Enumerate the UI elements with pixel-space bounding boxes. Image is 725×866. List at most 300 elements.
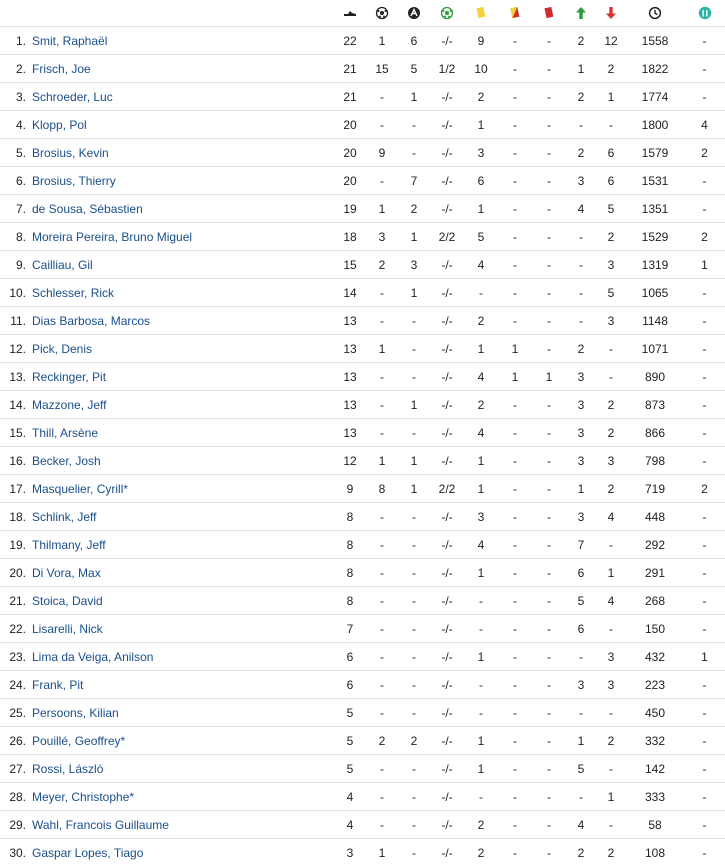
player-name-cell <box>32 839 334 866</box>
minutes-cell: 866 <box>626 419 684 447</box>
subbed-out-cell: - <box>596 363 626 391</box>
games-cell: 8 <box>334 531 366 559</box>
red-cards-cell: - <box>532 335 566 363</box>
yellow-cards-cell: - <box>464 783 498 811</box>
rank-cell: 19. <box>0 531 32 559</box>
rank-cell: 26. <box>0 727 32 755</box>
penalties-cell: -/- <box>430 671 464 699</box>
player-name-link[interactable]: Schlink, Jeff <box>32 510 96 524</box>
yellow-red-cards-cell: 1 <box>498 335 532 363</box>
player-name-link[interactable]: Mazzone, Jeff <box>32 398 106 412</box>
starting-eleven-icon <box>698 6 712 20</box>
starting-eleven-cell: - <box>684 727 725 755</box>
minutes-cell: 1531 <box>626 167 684 195</box>
red-cards-cell: - <box>532 251 566 279</box>
minutes-cell: 1529 <box>626 223 684 251</box>
starting-eleven-cell: 1 <box>684 643 725 671</box>
penalties-column-header[interactable] <box>430 0 464 27</box>
yellow-cards-cell: 1 <box>464 643 498 671</box>
subbed-in-cell: 1 <box>566 55 596 83</box>
subbed-out-cell: 4 <box>596 503 626 531</box>
yellow-red-cards-cell: - <box>498 783 532 811</box>
rank-cell: 13. <box>0 363 32 391</box>
player-name-link[interactable]: Becker, Josh <box>32 454 101 468</box>
subbed-out-cell: 2 <box>596 727 626 755</box>
rank-cell: 18. <box>0 503 32 531</box>
yellow-red-cards-cell: - <box>498 839 532 866</box>
games-column-header[interactable] <box>334 0 366 27</box>
goal-ball-icon <box>375 6 389 20</box>
subbed-in-cell: 4 <box>566 195 596 223</box>
subbed-out-cell: 3 <box>596 447 626 475</box>
rank-cell: 17. <box>0 475 32 503</box>
yellow-red-cards-cell: 1 <box>498 363 532 391</box>
assists-cell: 2 <box>398 727 430 755</box>
yellow-cards-cell: - <box>464 615 498 643</box>
table-row <box>0 699 725 727</box>
yellow-cards-cell: 1 <box>464 111 498 139</box>
yellow-red-cards-cell: - <box>498 223 532 251</box>
rank-cell: 23. <box>0 643 32 671</box>
player-name-cell <box>32 811 334 839</box>
player-name-link[interactable]: Dias Barbosa, Marcos <box>32 314 150 328</box>
red-cards-cell: - <box>532 279 566 307</box>
rank-cell: 3. <box>0 83 32 111</box>
games-cell: 6 <box>334 643 366 671</box>
goals-cell: - <box>366 279 398 307</box>
rank-cell: 1. <box>0 27 32 55</box>
goals-cell: - <box>366 699 398 727</box>
yellow-cards-cell: 2 <box>464 811 498 839</box>
table-header <box>0 0 725 27</box>
goals-cell: 9 <box>366 139 398 167</box>
table-row <box>0 447 725 475</box>
games-cell: 4 <box>334 811 366 839</box>
goals-cell: - <box>366 391 398 419</box>
yellow-red-cards-cell: - <box>498 195 532 223</box>
games-cell: 21 <box>334 83 366 111</box>
yellow-cards-cell: 1 <box>464 475 498 503</box>
player-name-link[interactable]: Reckinger, Pit <box>32 370 106 384</box>
subbed-out-cell: 2 <box>596 391 626 419</box>
minutes-cell: 1774 <box>626 83 684 111</box>
table-row <box>0 811 725 839</box>
starting-eleven-cell: - <box>684 699 725 727</box>
yellow-red-cards-cell: - <box>498 447 532 475</box>
games-cell: 20 <box>334 111 366 139</box>
rank-cell: 10. <box>0 279 32 307</box>
minutes-cell: 890 <box>626 363 684 391</box>
starting-eleven-cell: - <box>684 27 725 55</box>
goals-cell: - <box>366 167 398 195</box>
red-cards-column-header[interactable] <box>532 0 566 27</box>
table-row <box>0 167 725 195</box>
minutes-cell: 450 <box>626 699 684 727</box>
subbed-out-cell: - <box>596 699 626 727</box>
player-name-link[interactable]: Meyer, Christophe* <box>32 790 134 804</box>
yellow-red-cards-cell: - <box>498 531 532 559</box>
subbed-out-cell: 2 <box>596 223 626 251</box>
rank-cell: 16. <box>0 447 32 475</box>
rank-cell: 29. <box>0 811 32 839</box>
player-name-cell <box>32 223 334 251</box>
yellow-cards-cell: 2 <box>464 307 498 335</box>
starting-eleven-cell: - <box>684 391 725 419</box>
games-cell: 13 <box>334 335 366 363</box>
assists-cell: 1 <box>398 83 430 111</box>
yellow-red-cards-cell: - <box>498 307 532 335</box>
yellow-cards-cell: 4 <box>464 251 498 279</box>
player-name-link[interactable]: Lisarelli, Nick <box>32 622 103 636</box>
arrow-down-icon <box>604 6 618 20</box>
subbed-out-cell: 2 <box>596 419 626 447</box>
games-cell: 18 <box>334 223 366 251</box>
minutes-cell: 223 <box>626 671 684 699</box>
minutes-cell: 1319 <box>626 251 684 279</box>
player-name-cell <box>32 195 334 223</box>
player-name-link[interactable]: Klopp, Pol <box>32 118 87 132</box>
games-cell: 7 <box>334 615 366 643</box>
yellow-cards-cell: 2 <box>464 839 498 866</box>
player-name-link[interactable]: Cailliau, Gil <box>32 258 93 272</box>
starting-eleven-cell: - <box>684 363 725 391</box>
player-name-link[interactable]: Wahl, Francois Guillaume <box>32 818 169 832</box>
goals-cell: - <box>366 755 398 783</box>
red-cards-cell: - <box>532 811 566 839</box>
games-cell: 22 <box>334 27 366 55</box>
yellow-red-cards-cell: - <box>498 615 532 643</box>
yellow-cards-cell: 9 <box>464 27 498 55</box>
subbed-in-cell: 3 <box>566 391 596 419</box>
yellow-red-cards-cell: - <box>498 699 532 727</box>
yellow-red-cards-cell: - <box>498 643 532 671</box>
player-name-link[interactable]: Smit, Raphaël <box>32 34 107 48</box>
subbed-in-column-header[interactable] <box>566 0 596 27</box>
yellow-cards-cell: 5 <box>464 223 498 251</box>
player-name-cell <box>32 559 334 587</box>
subbed-in-cell: 3 <box>566 419 596 447</box>
assists-cell: - <box>398 363 430 391</box>
assists-cell: - <box>398 139 430 167</box>
subbed-out-cell: 3 <box>596 251 626 279</box>
player-name-link[interactable]: Stoica, David <box>32 594 103 608</box>
rank-cell: 22. <box>0 615 32 643</box>
goals-cell: 2 <box>366 727 398 755</box>
goals-cell: 2 <box>366 251 398 279</box>
subbed-out-cell: - <box>596 335 626 363</box>
assists-cell: - <box>398 643 430 671</box>
yellow-red-cards-cell: - <box>498 503 532 531</box>
goals-cell: - <box>366 531 398 559</box>
player-name-cell <box>32 83 334 111</box>
assists-cell: 1 <box>398 447 430 475</box>
subbed-out-cell: 5 <box>596 195 626 223</box>
player-name-link[interactable]: Gaspar Lopes, Tiago <box>32 846 143 860</box>
minutes-cell: 332 <box>626 727 684 755</box>
table-row <box>0 27 725 55</box>
subbed-out-cell: 1 <box>596 83 626 111</box>
rank-cell: 24. <box>0 671 32 699</box>
subbed-in-cell: 3 <box>566 503 596 531</box>
yellow-red-cards-cell: - <box>498 167 532 195</box>
player-name-cell <box>32 363 334 391</box>
assists-cell: - <box>398 783 430 811</box>
player-name-link[interactable]: Pick, Denis <box>32 342 92 356</box>
starting-eleven-cell: - <box>684 615 725 643</box>
goals-cell: 1 <box>366 195 398 223</box>
games-cell: 13 <box>334 363 366 391</box>
minutes-column-header[interactable] <box>626 0 684 27</box>
player-name-link[interactable]: Pouillé, Geoffrey* <box>32 734 125 748</box>
penalties-cell: -/- <box>430 811 464 839</box>
yellow-red-card-icon <box>508 6 522 20</box>
table-body <box>0 27 725 866</box>
yellow-cards-cell: - <box>464 699 498 727</box>
player-name-cell <box>32 167 334 195</box>
goals-cell: 1 <box>366 447 398 475</box>
player-name-link[interactable]: Masquelier, Cyrill* <box>32 482 128 496</box>
table-row <box>0 755 725 783</box>
subbed-in-cell: 2 <box>566 139 596 167</box>
player-name-link[interactable]: Thilmany, Jeff <box>32 538 106 552</box>
player-name-link[interactable]: Frank, Pit <box>32 678 83 692</box>
yellow-cards-cell: - <box>464 587 498 615</box>
goals-cell: 1 <box>366 839 398 866</box>
yellow-red-cards-cell: - <box>498 83 532 111</box>
assists-cell: - <box>398 811 430 839</box>
table-row <box>0 223 725 251</box>
player-name-link[interactable]: Lima da Veiga, Anilson <box>32 650 153 664</box>
penalties-cell: -/- <box>430 363 464 391</box>
subbed-in-cell: 3 <box>566 167 596 195</box>
subbed-out-cell: 1 <box>596 559 626 587</box>
clock-icon <box>648 6 662 20</box>
rank-header <box>0 0 32 27</box>
penalties-cell: -/- <box>430 531 464 559</box>
rank-cell: 14. <box>0 391 32 419</box>
starting-eleven-cell: - <box>684 447 725 475</box>
player-name-cell <box>32 391 334 419</box>
red-cards-cell: - <box>532 475 566 503</box>
subbed-out-cell: - <box>596 811 626 839</box>
minutes-cell: 108 <box>626 839 684 866</box>
goals-column-header[interactable] <box>366 0 398 27</box>
rank-cell: 11. <box>0 307 32 335</box>
games-cell: 20 <box>334 167 366 195</box>
yellow-cards-cell: 4 <box>464 419 498 447</box>
yellow-cards-cell: 1 <box>464 755 498 783</box>
arrow-up-icon <box>574 6 588 20</box>
player-name-cell <box>32 699 334 727</box>
red-cards-cell: - <box>532 167 566 195</box>
table-row <box>0 111 725 139</box>
rank-cell: 4. <box>0 111 32 139</box>
subbed-out-cell: 12 <box>596 27 626 55</box>
penalties-cell: -/- <box>430 335 464 363</box>
rank-cell: 25. <box>0 699 32 727</box>
yellow-red-cards-column-header[interactable] <box>498 0 532 27</box>
assists-cell: - <box>398 531 430 559</box>
starting-eleven-cell: - <box>684 279 725 307</box>
player-name-cell <box>32 531 334 559</box>
games-cell: 8 <box>334 587 366 615</box>
player-name-link[interactable]: Brosius, Kevin <box>32 146 109 160</box>
games-cell: 14 <box>334 279 366 307</box>
goals-cell: 3 <box>366 223 398 251</box>
starting-eleven-cell: - <box>684 783 725 811</box>
starting-eleven-column-header[interactable] <box>684 0 725 27</box>
table-row <box>0 671 725 699</box>
boot-icon <box>343 6 357 20</box>
red-cards-cell: - <box>532 727 566 755</box>
penalties-cell: -/- <box>430 727 464 755</box>
rank-cell: 20. <box>0 559 32 587</box>
minutes-cell: 873 <box>626 391 684 419</box>
assists-cell: - <box>398 839 430 866</box>
rank-cell: 7. <box>0 195 32 223</box>
goals-cell: - <box>366 783 398 811</box>
table-row <box>0 559 725 587</box>
starting-eleven-cell: 2 <box>684 139 725 167</box>
assists-cell: - <box>398 559 430 587</box>
assists-cell: 7 <box>398 167 430 195</box>
penalties-cell: -/- <box>430 615 464 643</box>
player-name-link[interactable]: Rossi, László <box>32 762 103 776</box>
subbed-in-cell: 2 <box>566 839 596 866</box>
rank-cell: 2. <box>0 55 32 83</box>
subbed-in-cell: 6 <box>566 615 596 643</box>
table-row <box>0 139 725 167</box>
starting-eleven-cell: 2 <box>684 223 725 251</box>
penalties-cell: -/- <box>430 251 464 279</box>
red-card-icon <box>542 6 556 20</box>
penalties-cell: 2/2 <box>430 475 464 503</box>
games-cell: 20 <box>334 139 366 167</box>
table-row <box>0 83 725 111</box>
subbed-in-cell: 4 <box>566 811 596 839</box>
red-cards-cell: - <box>532 503 566 531</box>
starting-eleven-cell: - <box>684 419 725 447</box>
starting-eleven-cell: - <box>684 671 725 699</box>
table-row <box>0 335 725 363</box>
assists-cell: - <box>398 671 430 699</box>
rank-cell: 30. <box>0 839 32 866</box>
penalties-cell: -/- <box>430 279 464 307</box>
player-name-link[interactable]: Schroeder, Luc <box>32 90 113 104</box>
yellow-red-cards-cell: - <box>498 27 532 55</box>
player-name-link[interactable]: Schlesser, Rick <box>32 286 114 300</box>
minutes-cell: 1558 <box>626 27 684 55</box>
subbed-out-column-header[interactable] <box>596 0 626 27</box>
yellow-red-cards-cell: - <box>498 671 532 699</box>
starting-eleven-cell: - <box>684 531 725 559</box>
minutes-cell: 1148 <box>626 307 684 335</box>
yellow-cards-cell: 1 <box>464 559 498 587</box>
games-cell: 9 <box>334 475 366 503</box>
subbed-out-cell: - <box>596 531 626 559</box>
player-name-link[interactable]: Thill, Arsène <box>32 426 98 440</box>
games-cell: 21 <box>334 55 366 83</box>
games-cell: 6 <box>334 671 366 699</box>
red-cards-cell: - <box>532 447 566 475</box>
rank-cell: 28. <box>0 783 32 811</box>
rank-cell: 5. <box>0 139 32 167</box>
player-name-link[interactable]: de Sousa, Sébastien <box>32 202 143 216</box>
yellow-cards-cell: 3 <box>464 139 498 167</box>
yellow-cards-cell: 4 <box>464 531 498 559</box>
red-cards-cell: - <box>532 55 566 83</box>
red-cards-cell: - <box>532 615 566 643</box>
assists-cell: - <box>398 503 430 531</box>
yellow-cards-column-header[interactable] <box>464 0 498 27</box>
penalties-cell: -/- <box>430 643 464 671</box>
games-cell: 19 <box>334 195 366 223</box>
player-name-cell <box>32 755 334 783</box>
subbed-out-cell: 6 <box>596 167 626 195</box>
goals-cell: - <box>366 559 398 587</box>
penalties-cell: -/- <box>430 167 464 195</box>
yellow-red-cards-cell: - <box>498 811 532 839</box>
minutes-cell: 142 <box>626 755 684 783</box>
player-name-link[interactable]: Di Vora, Max <box>32 566 101 580</box>
penalties-cell: -/- <box>430 839 464 866</box>
assists-cell: - <box>398 587 430 615</box>
starting-eleven-cell: - <box>684 167 725 195</box>
subbed-in-cell: - <box>566 643 596 671</box>
yellow-cards-cell: 1 <box>464 195 498 223</box>
player-name-link[interactable]: Brosius, Thierry <box>32 174 116 188</box>
yellow-cards-cell: 1 <box>464 335 498 363</box>
table-row <box>0 419 725 447</box>
games-cell: 15 <box>334 251 366 279</box>
player-name-cell <box>32 251 334 279</box>
assists-cell: 1 <box>398 391 430 419</box>
table-row <box>0 55 725 83</box>
starting-eleven-cell: - <box>684 195 725 223</box>
assists-column-header[interactable] <box>398 0 430 27</box>
subbed-out-cell: - <box>596 615 626 643</box>
subbed-out-cell: 2 <box>596 839 626 866</box>
goals-cell: 1 <box>366 27 398 55</box>
minutes-cell: 333 <box>626 783 684 811</box>
games-cell: 5 <box>334 755 366 783</box>
penalties-cell: 2/2 <box>430 223 464 251</box>
games-cell: 5 <box>334 727 366 755</box>
table-row <box>0 727 725 755</box>
penalties-cell: -/- <box>430 755 464 783</box>
minutes-cell: 150 <box>626 615 684 643</box>
player-name-cell <box>32 111 334 139</box>
player-name-link[interactable]: Moreira Pereira, Bruno Miguel <box>32 230 192 244</box>
yellow-red-cards-cell: - <box>498 727 532 755</box>
table-row <box>0 475 725 503</box>
penalties-cell: -/- <box>430 83 464 111</box>
yellow-cards-cell: 10 <box>464 55 498 83</box>
subbed-out-cell: - <box>596 755 626 783</box>
red-cards-cell: - <box>532 195 566 223</box>
assists-cell: 5 <box>398 55 430 83</box>
red-cards-cell: 1 <box>532 363 566 391</box>
player-name-link[interactable]: Persoons, Kilian <box>32 706 119 720</box>
red-cards-cell: - <box>532 307 566 335</box>
player-name-link[interactable]: Frisch, Joe <box>32 62 91 76</box>
starting-eleven-cell: - <box>684 839 725 866</box>
subbed-in-cell: - <box>566 251 596 279</box>
subbed-in-cell: - <box>566 699 596 727</box>
goals-cell: - <box>366 615 398 643</box>
starting-eleven-cell: - <box>684 335 725 363</box>
goals-cell: - <box>366 587 398 615</box>
